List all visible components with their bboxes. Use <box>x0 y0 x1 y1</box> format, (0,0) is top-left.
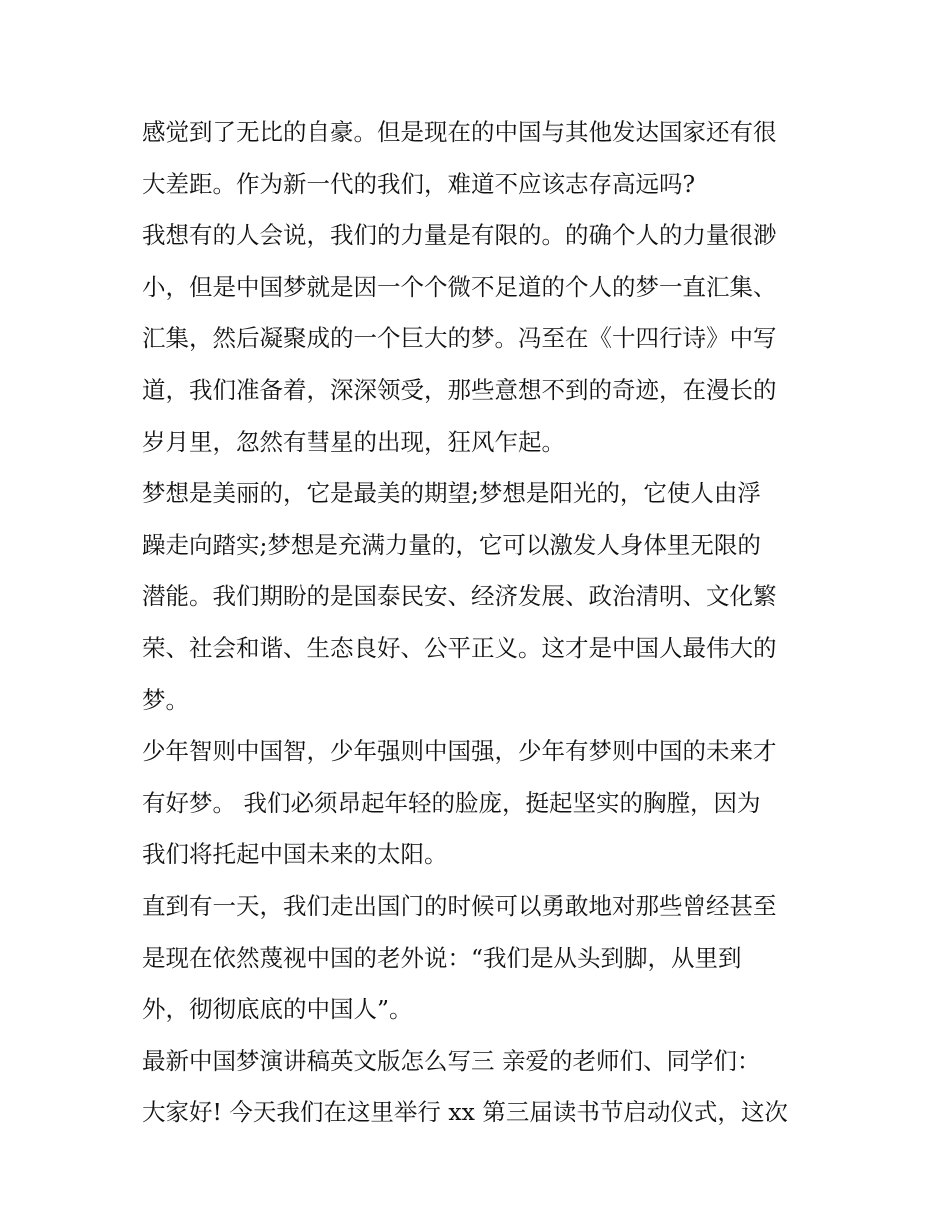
text-line: 感觉到了无比的自豪。但是现在的中国与其他发达国家还有很 <box>142 118 777 146</box>
text-line: 荣、社会和谐、生态良好、公平正义。这才是中国人最伟大的 <box>142 633 777 662</box>
text-line: 岁月里，忽然有彗星的出现，狂风乍起。 <box>142 427 565 456</box>
text-line: 梦。 <box>142 685 189 714</box>
text-line: 小，但是中国梦就是因一个个微不足道的个人的梦一直汇集、 <box>142 272 777 301</box>
text-line: 大家好! 今天我们在这里举行 xx 第三届读书节启动仪式，这次 <box>142 1098 788 1127</box>
text-line: 道，我们准备着，深深领受，那些意想不到的奇迹，在漫长的 <box>142 375 777 404</box>
text-line: 梦想是美丽的，它是最美的期望;梦想是阳光的，它使人由浮 <box>142 479 761 508</box>
text-line: 潜能。我们期盼的是国泰民安、经济发展、政治清明、文化繁 <box>142 582 777 611</box>
text-line: 我想有的人会说，我们的力量是有限的。的确个人的力量很渺 <box>142 221 777 250</box>
text-line: 外，彻彻底底的中国人”。 <box>142 995 413 1024</box>
text-line: 少年智则中国智，少年强则中国强，少年有梦则中国的未来才 <box>142 737 777 766</box>
text-line: 直到有一天，我们走出国门的时候可以勇敢地对那些曾经甚至 <box>142 891 777 920</box>
text-line: 是现在依然蔑视中国的老外说：“我们是从头到脚，从里到 <box>142 943 742 972</box>
text-line: 最新中国梦演讲稿英文版怎么写三 亲爱的老师们、同学们： <box>142 1046 761 1075</box>
text-line: 汇集，然后凝聚成的一个巨大的梦。冯至在《十四行诗》中写 <box>142 324 777 353</box>
text-line: 大差距。作为新一代的我们，难道不应该志存高远吗? <box>142 169 696 198</box>
body-text <box>142 107 822 1139</box>
text-line: 有好梦。 我们必须昂起年轻的脸庞，挺起坚实的胸膛，因为 <box>142 788 761 817</box>
text-line: 我们将托起中国未来的太阳。 <box>142 840 448 869</box>
text-line: 躁走向踏实;梦想是充满力量的，它可以激发人身体里无限的 <box>142 530 761 559</box>
